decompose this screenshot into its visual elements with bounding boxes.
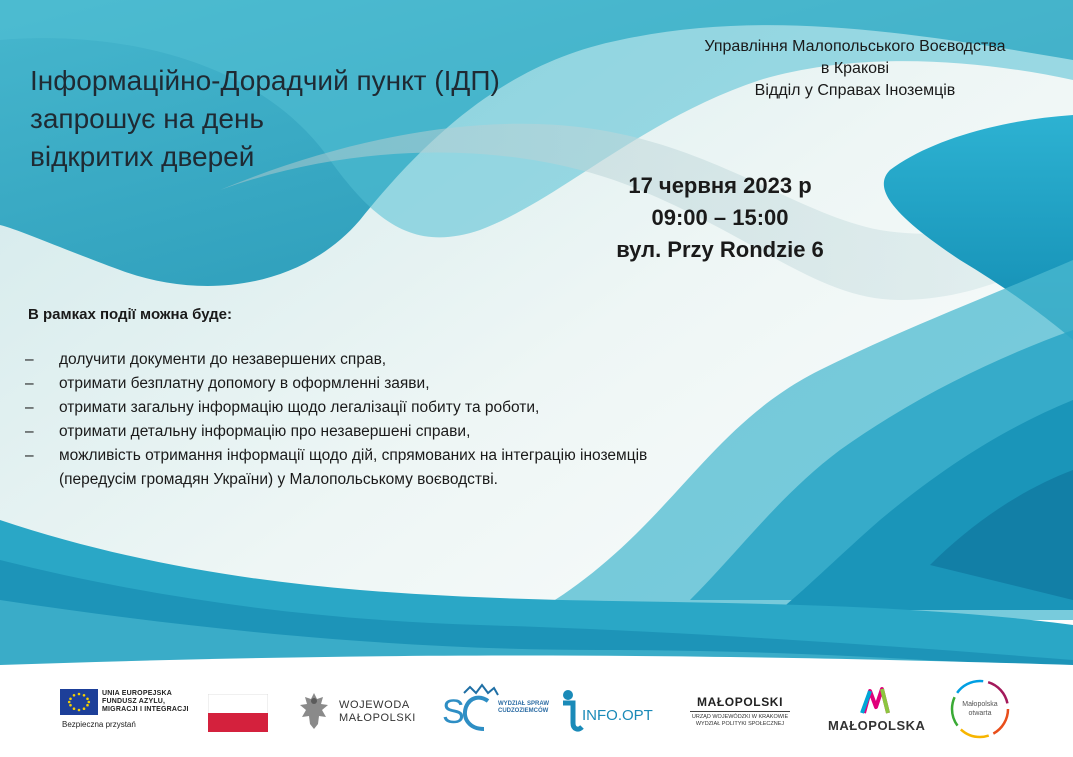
title-line-2: запрошує на день	[30, 103, 265, 134]
list-item	[25, 444, 709, 492]
org-line-1: Управління Малопольського Воєводства	[704, 38, 1006, 55]
list-item-text: отримати детальну інформацію про незавершені справи,	[59, 423, 471, 440]
eu-line-1: UNIA EUROPEJSKA	[102, 690, 173, 697]
org-line-3: Відділ у Справах Іноземців	[754, 82, 956, 99]
dash-marker: –	[25, 423, 34, 440]
malopolska-mountains-icon	[828, 685, 924, 715]
malopolska-label: MAŁOPOLSKA	[828, 718, 926, 733]
malopolski-sub-2: WYDZIAŁ POLITYKI SPOŁECZNEJ	[695, 721, 785, 727]
dash-marker: –	[25, 447, 34, 464]
org-line-2: в Кракові	[820, 60, 890, 77]
dash-marker: –	[25, 375, 34, 392]
malopolska-logo	[828, 685, 924, 735]
list-item-text: долучити документи до незавершених справ,	[59, 351, 387, 368]
wojewoda-logo	[297, 689, 427, 735]
eu-sub: Bezpieczna przystań	[62, 720, 136, 729]
list-item	[25, 420, 725, 444]
dash-marker: –	[25, 399, 34, 416]
info-label: INFO.OPT	[582, 707, 653, 724]
wojewoda-line-1: WOJEWODA	[339, 699, 410, 711]
list-item	[25, 396, 725, 420]
list-intro: В рамках події можна буде:	[28, 306, 233, 323]
event-address: вул. Przy Rondzie 6	[616, 237, 824, 262]
wsc-logo	[440, 681, 550, 737]
malopolski-label: MAŁOPOLSKI	[697, 695, 783, 709]
divider	[690, 711, 790, 712]
organization-block	[660, 36, 1050, 102]
event-time: 09:00 – 15:00	[651, 205, 789, 230]
eagle-emblem-icon	[297, 689, 331, 733]
otwarta-line-2: otwarta	[968, 710, 992, 717]
eu-line-3: MIGRACJI I INTEGRACJI	[102, 706, 189, 713]
otwarta-line-1: Małopolska	[962, 701, 998, 708]
activities-list	[25, 348, 725, 492]
wsc-line-1: WYDZIAŁ SPRAW	[498, 701, 549, 707]
poster-title	[30, 62, 500, 176]
title-line-1: Інформаційно-Дорадчий пункт (ІДП)	[30, 65, 500, 96]
malopolski-uw-logo	[684, 695, 796, 728]
footer-logos	[0, 667, 1073, 757]
info-i-icon	[560, 689, 584, 733]
polish-flag-icon	[208, 694, 268, 732]
eu-flag-icon	[60, 689, 98, 715]
info-opt-logo	[560, 689, 660, 733]
wsc-line-2: CUDZOZIEMCÓW	[498, 708, 549, 714]
svg-text:S: S	[442, 693, 465, 731]
eu-line-2: FUNDUSZ AZYLU,	[102, 698, 166, 705]
list-item	[25, 372, 725, 396]
dash-marker: –	[25, 351, 34, 368]
malopolska-otwarta-logo	[948, 677, 1012, 741]
list-item-text: отримати безплатну допомогу в оформленні заяви,	[59, 375, 430, 392]
list-item-text: отримати загальну інформацію щодо легалізації побиту та роботи,	[59, 399, 540, 416]
wojewoda-line-2: MAŁOPOLSKI	[339, 712, 416, 724]
list-item	[25, 348, 725, 372]
list-item-text: можливість отримання інформації щодо дій, спрямованих на інтеграцію іноземців (передусім громадян України) у Малопольському воєводстві.	[59, 447, 648, 488]
event-details	[570, 170, 870, 266]
malopolski-sub-1: URZĄD WOJEWÓDZKI W KRAKOWIE	[691, 714, 789, 720]
event-date: 17 червня 2023 р	[628, 173, 812, 198]
title-line-3: відкритих дверей	[30, 141, 255, 172]
